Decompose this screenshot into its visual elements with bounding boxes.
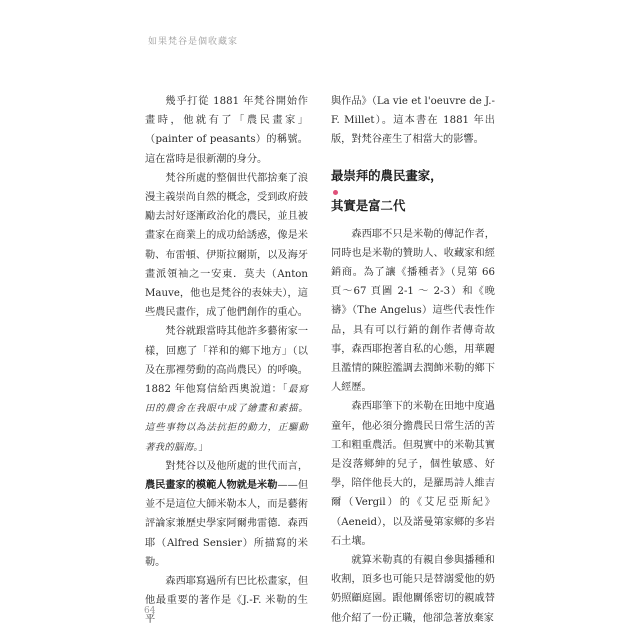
heading-line <box>331 165 495 195</box>
left-column <box>145 92 308 630</box>
paragraph: 森西耶寫過所有巴比松畫家，但他最重要的著作是《J.-F. 米勒的生平 <box>145 576 309 626</box>
section-heading <box>331 165 495 216</box>
letter-quote: 最寫田的農舍在我眼中成了繪畫和素描。這些事物以為法抗拒的動力，正驅動著我的腦海。 <box>145 384 308 453</box>
paragraph: 森西耶筆下的米勒在田地中度過童年，他必須分擔農民日常生活的苦工和粗重農活。但現實中的米勒其實是沒落鄉紳的兒子，個性敏感、好學，陪伴他長大的，是羅馬詩人維吉爾（Vergil）的《艾尼亞斯紀》（Aeneid），以及諾曼第家鄉的多岩石土壤。 <box>331 401 495 547</box>
heading-line: 其實是富二代 <box>331 197 406 213</box>
quote-close: 」 <box>198 441 209 453</box>
right-column <box>331 92 495 628</box>
page-number: 64 <box>144 606 156 616</box>
emphasis-text: 農民畫家的模範人物就是米勒 <box>145 480 278 492</box>
paragraph: 與作品》（La vie et l'oeuvre de J.-F. Millet）。這本書在 1881 年出版，對梵谷產生了相當大的影響。 <box>331 96 495 146</box>
heading-text: 最崇拜的農民畫家， <box>331 167 443 183</box>
paragraph <box>145 457 308 572</box>
running-head: 如果梵谷是個收藏家 <box>148 37 239 47</box>
paragraph: 梵谷所處的整個世代都捨棄了浪漫主義崇尚自然的概念，受到政府鼓勵去討好逐漸政治化的農民，並且被畫家在商業上的成功給誘惑，像是米勒、布雷頓、伊斯拉爾斯，以及海牙畫派領袖之一安東．莫夫（Anton Mauve，他也是梵谷的表妹夫），這些農民畫作，成了他們創作的重心。 <box>145 172 309 319</box>
paragraph-text: ——但並不是這位大師米勒本人，而是藝術評論家兼歷史學家阿爾弗雷德．森西耶（Alfred Sensier）所描寫的米勒。 <box>145 480 308 568</box>
paragraph: 森西耶不只是米勒的傳記作者，同時也是米勒的贊助人、收藏家和經銷商。為了讓《播種者》（見第 66 頁～67 頁圖 2-1 ～ 2-3）和《晚禱》（The Angelus）這些代表性作品，具有可以行銷的創作者傳奇故事，森西耶抱著自私的心態，用華麗且濫情的陳腔濫調去潤飾米勒的鄉下人經歷。 <box>331 228 495 394</box>
paragraph: 幾乎打從 1881 年梵谷開始作畫時，他就有了「農民畫家」（painter of peasants）的稱號。這在當時是很新潮的身分。 <box>145 96 308 165</box>
paragraph-text: 對梵谷以及他所處的世代而言， <box>165 460 309 472</box>
paragraph: 就算米勒真的有親自參與播種和收割，頂多也可能只是替溺愛他的奶奶照顧庭園。跟他關係密切的親戚替他介紹了一份正職，他卻急著放棄家 <box>331 555 495 624</box>
paragraph-text: 梵谷就跟當時其他許多藝術家一樣，回應了「祥和的鄉下地方」（以及在那裡勞動的高尚農民）的呼喚。1882 年他寫信給西奧說道：「 <box>145 326 309 396</box>
paragraph <box>145 322 308 456</box>
